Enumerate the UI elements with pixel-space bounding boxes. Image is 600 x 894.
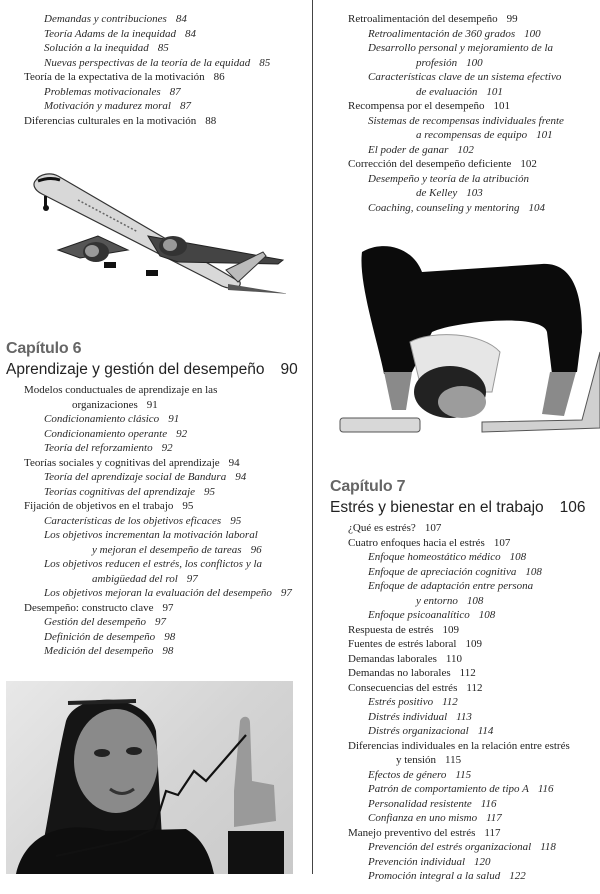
toc-entry-page: 97 <box>155 616 167 628</box>
toc-entry-title-cont: de Kelley <box>416 187 458 199</box>
toc-entry[interactable] <box>348 521 598 536</box>
contortionist-illustration <box>332 232 600 434</box>
toc-entry-page: 96 <box>250 543 262 556</box>
toc-entry-page: 85 <box>259 56 271 69</box>
woman-chart-photo <box>6 681 293 874</box>
toc-entry-page: 108 <box>478 609 496 621</box>
toc-entry-title: Motivación y madurez moral <box>44 100 171 112</box>
toc-entry-title: Características de los objetivos eficaces <box>44 514 222 527</box>
toc-entry-title: Solución a la inequidad <box>44 42 149 54</box>
toc-entry-continuation <box>368 594 598 609</box>
toc-entry-page: 95 <box>182 500 194 512</box>
toc-entry[interactable] <box>348 12 598 27</box>
toc-entry-page: 97 <box>280 587 292 599</box>
toc-entry-page: 95 <box>230 514 242 527</box>
toc-entry[interactable] <box>348 550 598 565</box>
woman-chart-illustration <box>6 681 293 874</box>
chapter-7-section <box>330 478 598 884</box>
chapter-6-page: 90 <box>280 361 298 378</box>
toc-entry-title: El poder de ganar <box>368 143 449 156</box>
toc-entry-page: 112 <box>459 667 476 679</box>
toc-entry[interactable] <box>348 782 598 797</box>
toc-entry[interactable] <box>24 644 306 659</box>
toc-entry[interactable] <box>24 412 306 427</box>
toc-entry-title: Definición de desempeño <box>44 630 156 643</box>
column-divider <box>312 0 313 874</box>
toc-entry[interactable] <box>24 499 306 514</box>
toc-entry[interactable] <box>24 85 309 100</box>
toc-entry-page: 109 <box>465 638 482 650</box>
toc-entry-page: 116 <box>537 783 554 795</box>
toc-entry-page: 98 <box>162 645 174 657</box>
chapter-7-label: Capítulo 7 <box>330 478 406 495</box>
toc-entry[interactable] <box>24 70 309 85</box>
toc-entry[interactable] <box>348 201 598 216</box>
toc-entry[interactable] <box>24 41 309 56</box>
toc-entry-title: Enfoque homeostático médico <box>368 551 501 563</box>
toc-entry-page: 109 <box>442 623 460 636</box>
toc-entry-continuation <box>368 85 598 100</box>
toc-entry-page: 87 <box>169 85 181 98</box>
toc-entry-title-cont: organizaciones <box>72 398 138 411</box>
toc-entry-title: Promoción integral a la salud <box>368 870 501 882</box>
toc-entry-title: Demandas y contribuciones <box>44 13 167 25</box>
toc-entry-title: Los objetivos reducen el estrés, los conflictos y la <box>44 558 263 570</box>
toc-entry-page: 113 <box>456 710 472 723</box>
toc-entry-title: Condicionamiento operante <box>44 427 168 440</box>
toc-entry[interactable] <box>348 869 598 884</box>
toc-entry-title: Enfoque psicoanalítico <box>368 609 470 621</box>
toc-entry[interactable] <box>24 441 306 456</box>
toc-entry-title: Distrés individual <box>368 710 448 723</box>
toc-entry[interactable] <box>348 797 598 812</box>
chapter-6-label: Capítulo 6 <box>6 340 82 357</box>
toc-entry-page: 120 <box>474 855 491 868</box>
toc-entry-page: 108 <box>509 551 527 563</box>
toc-entry-title: Retroalimentación del desempeño <box>348 13 498 25</box>
toc-entry[interactable] <box>348 99 598 114</box>
toc-entry-page: 84 <box>175 13 187 25</box>
toc-entry[interactable] <box>348 710 598 725</box>
chapter-6-entries <box>6 383 306 659</box>
toc-entry[interactable] <box>348 114 598 143</box>
chapter-6-title[interactable] <box>6 361 306 379</box>
toc-entry-page: 92 <box>161 442 173 454</box>
toc-entry-page: 100 <box>524 27 541 40</box>
toc-entry-page: 97 <box>186 572 198 585</box>
toc-entry-title-cont: profesión <box>416 56 458 69</box>
toc-entry-page: 95 <box>204 485 216 498</box>
toc-entry[interactable] <box>348 536 598 551</box>
toc-entry-page: 116 <box>480 797 497 810</box>
toc-entry[interactable] <box>24 27 309 42</box>
toc-entry-page: 99 <box>506 13 518 25</box>
toc-entry-page: 114 <box>477 725 494 737</box>
toc-entry-title: Coaching, counseling y mentoring <box>368 201 520 214</box>
chapter-7-page: 106 <box>559 499 586 516</box>
toc-entry-title: Demandas laborales <box>348 652 437 665</box>
toc-entry-page: 107 <box>424 522 442 534</box>
toc-entry[interactable] <box>24 99 309 114</box>
toc-entry[interactable] <box>348 739 598 768</box>
toc-entry-title: Efectos de género <box>368 768 447 781</box>
toc-entry-title: ¿Qué es estrés? <box>348 522 416 534</box>
toc-entry[interactable] <box>348 811 598 826</box>
toc-entry-page: 101 <box>493 100 511 112</box>
toc-entry-title: Recompensa por el desempeño <box>348 100 485 112</box>
toc-entry-title: Fijación de objetivos en el trabajo <box>24 500 174 512</box>
toc-entry-page: 92 <box>176 427 188 440</box>
toc-entry-continuation <box>368 128 598 143</box>
toc-entry-page: 97 <box>162 601 174 614</box>
toc-entry[interactable] <box>348 637 598 652</box>
toc-entry[interactable] <box>348 565 598 580</box>
toc-entry-title: Estrés positivo <box>368 696 434 708</box>
toc-entry[interactable] <box>24 383 306 412</box>
toc-entry-page: 94 <box>228 456 240 469</box>
toc-entry-page: 117 <box>484 826 501 839</box>
toc-entry-title: Manejo preventivo del estrés <box>348 826 476 839</box>
toc-entry-page: 112 <box>466 681 483 694</box>
toc-entry[interactable] <box>24 56 309 71</box>
toc-entry[interactable] <box>348 724 598 739</box>
toc-entry-title-cont: y entorno <box>416 594 458 607</box>
toc-entry[interactable] <box>348 41 598 70</box>
toc-entry-title: Teoría de la expectativa de la motivación <box>24 71 205 83</box>
toc-entry-page: 122 <box>509 870 526 882</box>
toc-entry-continuation <box>368 186 598 201</box>
toc-entry-page: 87 <box>180 100 191 112</box>
toc-entry-title: Demandas no laborales <box>348 667 451 679</box>
toc-entry[interactable] <box>348 666 598 681</box>
toc-entry-title: Desarrollo personal y mejoramiento de la <box>368 42 554 54</box>
toc-entry-title: Teoría Adams de la inequidad <box>44 27 177 40</box>
toc-right-top <box>348 12 598 215</box>
toc-entry-title: Desempeño: constructo clave <box>24 601 154 614</box>
toc-entry-page: 110 <box>445 652 462 665</box>
toc-entry-page: 115 <box>455 768 472 781</box>
toc-entry-page: 115 <box>445 754 462 766</box>
toc-entry-page: 85 <box>157 42 169 54</box>
toc-entry-title: Los objetivos mejoran la evaluación del desempeño <box>44 587 272 599</box>
toc-entry-title: Medición del desempeño <box>44 645 154 657</box>
toc-entry[interactable] <box>24 586 306 601</box>
toc-entry[interactable] <box>348 143 598 158</box>
toc-entry-page: 84 <box>185 27 197 40</box>
airplane-icon <box>28 166 286 298</box>
toc-entry-title: Consecuencias del estrés <box>348 681 458 694</box>
toc-entry-title-cont: a recompensas de equipo <box>416 129 528 141</box>
toc-entry-title: Los objetivos incrementan la motivación laboral <box>44 529 258 541</box>
toc-entry-title: Distrés organizacional <box>368 725 469 737</box>
toc-entry[interactable] <box>24 470 306 485</box>
toc-entry-title: Diferencias individuales en la relación entre estrés <box>348 739 570 752</box>
toc-entry-continuation <box>368 56 598 71</box>
toc-entry[interactable] <box>348 70 598 99</box>
toc-entry-page: 91 <box>168 413 180 425</box>
contortionist-photo <box>332 232 600 434</box>
toc-entry-title: Cuatro enfoques hacia el estrés <box>348 536 485 549</box>
chapter-6-section <box>6 340 306 659</box>
toc-entry-page: 108 <box>525 565 542 578</box>
toc-entry-title: Enfoque de apreciación cognitiva <box>368 565 517 578</box>
toc-entry-title: Prevención del estrés organizacional <box>368 841 532 853</box>
toc-entry-title: Nuevas perspectivas de la teoría de la equidad <box>44 56 251 69</box>
toc-entry-continuation <box>24 398 306 413</box>
toc-entry-title: Prevención individual <box>368 855 466 868</box>
toc-entry[interactable] <box>348 826 598 841</box>
toc-entry-page: 101 <box>536 129 553 141</box>
toc-entry[interactable] <box>24 12 309 27</box>
toc-entry-title: Corrección del desempeño deficiente <box>348 158 512 170</box>
toc-entry-title: Diferencias culturales en la motivación <box>24 114 197 127</box>
toc-entry-title: Características clave de un sistema efectivo <box>368 71 562 83</box>
toc-entry-title: Sistemas de recompensas individuales frente <box>368 114 564 127</box>
toc-entry-title: Teorías sociales y cognitivas del aprendizaje <box>24 456 220 469</box>
toc-entry-page: 108 <box>466 594 484 607</box>
toc-entry-page: 101 <box>486 85 503 98</box>
toc-entry[interactable] <box>348 768 598 783</box>
toc-entry[interactable] <box>24 514 306 529</box>
toc-entry-title: Teoría del aprendizaje social de Bandura <box>44 471 227 483</box>
toc-entry-page: 102 <box>457 143 474 156</box>
toc-entry-page: 102 <box>520 158 537 170</box>
toc-entry-title: Retroalimentación de 360 grados <box>368 27 516 40</box>
toc-entry[interactable] <box>348 681 598 696</box>
toc-entry-page: 86 <box>213 71 225 83</box>
toc-entry-page: 112 <box>442 696 458 708</box>
toc-entry-title: Confianza en uno mismo <box>368 812 478 824</box>
toc-entry[interactable] <box>24 601 306 616</box>
toc-entry-title-cont: y mejoran el desempeño de tareas <box>92 543 242 556</box>
chapter-7-title-text: Estrés y bienestar en el trabajo <box>330 499 544 516</box>
chapter-7-title[interactable] <box>330 499 598 517</box>
toc-entry-page: 107 <box>493 536 511 549</box>
toc-entry[interactable] <box>348 608 598 623</box>
toc-entry-page: 103 <box>466 187 483 199</box>
toc-entry[interactable] <box>348 27 598 42</box>
toc-entry[interactable] <box>24 528 306 557</box>
toc-entry[interactable] <box>24 427 306 442</box>
toc-entry-title: Condicionamiento clásico <box>44 413 160 425</box>
toc-entry-title: Patrón de comportamiento de tipo A <box>368 783 529 795</box>
toc-entry-page: 88 <box>205 114 217 127</box>
toc-entry[interactable] <box>348 695 598 710</box>
toc-entry-title: Gestión del desempeño <box>44 616 147 628</box>
toc-entry-title-cont: de evaluación <box>416 85 478 98</box>
toc-entry-continuation <box>44 543 306 558</box>
toc-entry-page: 104 <box>528 201 546 214</box>
toc-entry[interactable] <box>348 172 598 201</box>
toc-entry[interactable] <box>348 652 598 667</box>
toc-entry-title: Fuentes de estrés laboral <box>348 638 457 650</box>
toc-entry-title-cont: y tensión <box>396 754 437 766</box>
toc-entry-title: Teoría del reforzamiento <box>44 442 153 454</box>
chapter-6-title-text: Aprendizaje y gestión del desempeño <box>6 361 265 378</box>
toc-entry-title-cont: ambigüedad del rol <box>92 572 178 585</box>
toc-entry-title: Teorías cognitivas del aprendizaje <box>44 485 196 498</box>
toc-entry-page: 91 <box>146 398 158 411</box>
toc-entry-title: Problemas motivacionales <box>44 85 161 98</box>
toc-entry-continuation <box>44 572 306 587</box>
toc-entry-page: 117 <box>486 812 502 824</box>
toc-entry[interactable] <box>348 855 598 870</box>
toc-entry[interactable] <box>24 557 306 586</box>
toc-entry[interactable] <box>24 114 309 129</box>
toc-entry-page: 98 <box>164 630 176 643</box>
toc-entry-title: Personalidad resistente <box>368 797 472 810</box>
toc-entry[interactable] <box>348 579 598 608</box>
toc-entry-page: 118 <box>540 841 556 853</box>
chapter-7-entries <box>330 521 598 884</box>
toc-entry[interactable] <box>24 485 306 500</box>
toc-entry-title: Respuesta de estrés <box>348 623 434 636</box>
airplane-photo <box>28 166 286 298</box>
toc-entry[interactable] <box>24 630 306 645</box>
toc-entry[interactable] <box>24 615 306 630</box>
toc-entry-page: 94 <box>235 471 247 483</box>
toc-entry[interactable] <box>24 456 306 471</box>
toc-entry-title: Enfoque de adaptación entre persona <box>368 580 534 592</box>
toc-entry-title: Modelos conductuales de aprendizaje en las <box>24 384 218 396</box>
toc-entry[interactable] <box>348 623 598 638</box>
toc-entry-title: Desempeño y teoría de la atribución <box>368 172 529 185</box>
toc-left-top <box>24 12 309 128</box>
toc-entry-page: 100 <box>466 56 483 69</box>
toc-entry-continuation <box>348 753 598 768</box>
toc-entry[interactable] <box>348 157 598 172</box>
toc-entry[interactable] <box>348 840 598 855</box>
